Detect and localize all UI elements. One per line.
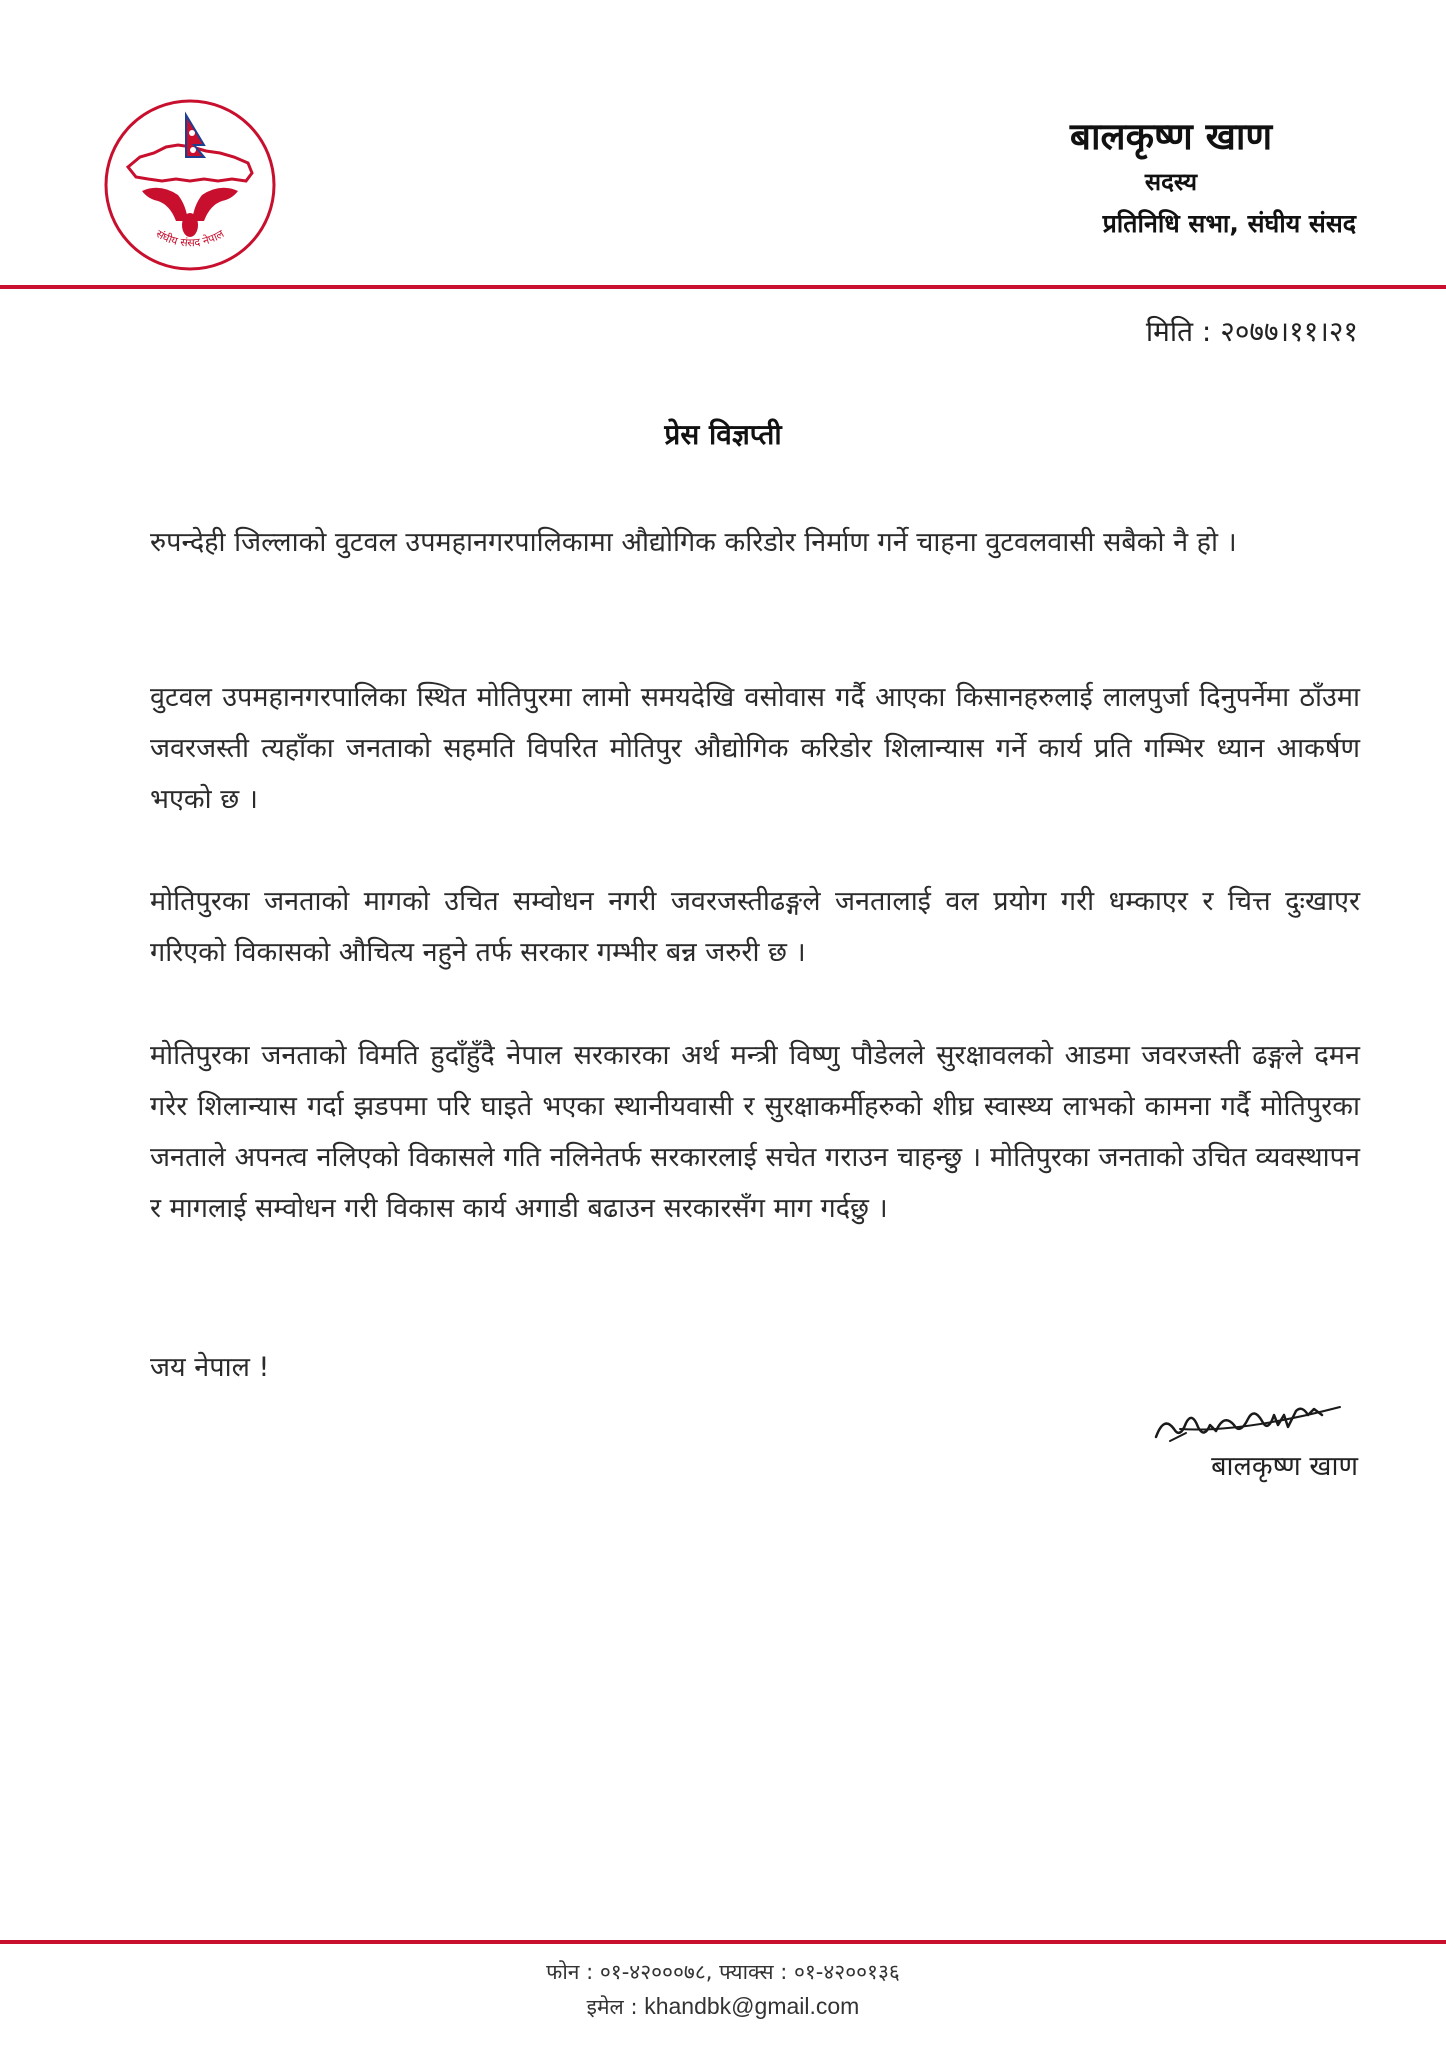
email-label: इमेल : bbox=[586, 1995, 638, 2019]
email-line bbox=[0, 1989, 1446, 2024]
body-paragraph-2: वुटवल उपमहानगरपालिका स्थित मोतिपुरमा लामो समयदेखि वसोवास गर्दै आएका किसानहरुलाई लालपुर्जा दिनुपर्नेमा ठाँउमा जवरजस्ती त्यहाँका जनताको सहमति विपरित मोतिपुर औद्योगिक करिडोर शिलान्यास गर्ने कार्य प्रति गम्भिर ध्यान आकर्षण भएको छ । bbox=[150, 682, 1360, 815]
email-link[interactable]: khandbk@gmail.com bbox=[644, 1993, 860, 2019]
sender-name: बालकृष्ण खाण bbox=[1069, 115, 1273, 158]
body-paragraph-1: रुपन्देही जिल्लाको वुटवल उपमहानगरपालिकामा औद्योगिक करिडोर निर्माण गर्ने चाहना वुटवलवासी सबैको नै हो । bbox=[150, 527, 1237, 558]
header-divider bbox=[0, 285, 1446, 289]
phone-fax-line: फोन : ०१-४२०००७८, फ्याक्स : ०१-४२००१३६ bbox=[546, 1960, 900, 1984]
date-value: २०७७।११।२१ bbox=[1220, 315, 1358, 348]
document-title: प्रेस विज्ञप्ती bbox=[664, 418, 782, 451]
sender-block bbox=[896, 112, 1356, 246]
closing-line: जय नेपाल ! bbox=[150, 1352, 270, 1383]
signatory-name: बालकृष्ण खाण bbox=[1211, 1451, 1358, 1482]
emblem-caption: संघीय संसद नेपाल bbox=[153, 227, 227, 250]
date-label: मिति : bbox=[1145, 315, 1212, 348]
sender-house: प्रतिनिधि सभा, संघीय संसद bbox=[1102, 209, 1356, 238]
body-paragraph-3: मोतिपुरका जनताको मागको उचित सम्वोधन नगरी जवरजस्तीढङ्गले जनतालाई वल प्रयोग गरी धम्काएर र चित्त दुःखाएर गरिएको विकासको औचित्य नहुने तर्फ सरकार गम्भीर बन्न जरुरी छ । bbox=[150, 886, 1360, 968]
body-paragraph-4: मोतिपुरका जनताको विमति हुदाँहुँदै नेपाल सरकारका अर्थ मन्त्री विष्णु पौडेलले सुरक्षावलको आडमा जवरजस्ती ढङ्गले दमन गरेर शिलान्यास गर्दा झडपमा परि घाइते भएका स्थानीयवासी र सुरक्षाकर्मीहरुको शीघ्र स्वास्थ्य लाभको कामना गर्दै मोतिपुरका जनताले अपनत्व नलिएको विकासले गति नलिनेतर्फ सरकारलाई सचेत गराउन चाहन्छु । मोतिपुरका जनताको उचित व्यवस्थापन र मागलाई सम्वोधन गरी विकास कार्य अगाडी बढाउन सरकारसँग माग गर्दछु । bbox=[150, 1040, 1360, 1224]
date-line bbox=[1146, 312, 1358, 352]
footer-contact bbox=[0, 1955, 1446, 2024]
parliament-emblem-icon bbox=[100, 95, 280, 275]
sender-role: सदस्य bbox=[1144, 168, 1198, 196]
footer-divider bbox=[0, 1940, 1446, 1944]
